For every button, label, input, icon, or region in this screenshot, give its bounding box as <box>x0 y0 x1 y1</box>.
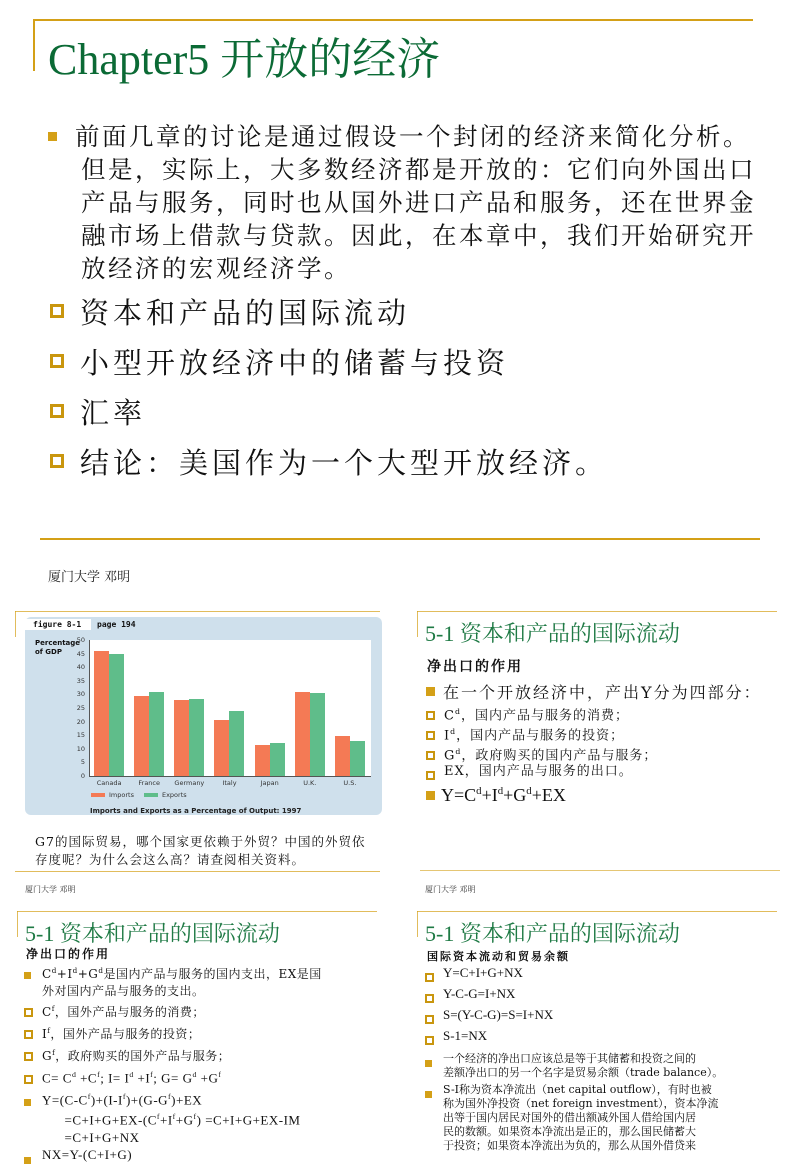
bar-exports <box>229 711 244 776</box>
hollow-bullet-icon <box>24 1075 33 1084</box>
y-tick-label: 35 <box>76 676 85 685</box>
bar-exports <box>270 743 285 776</box>
hollow-bullet-icon <box>426 771 435 780</box>
y-tick-label: 15 <box>76 731 85 740</box>
bullet-icon <box>48 132 57 141</box>
bullet-icon <box>24 1099 31 1106</box>
slide5-body: Y=C+I+G+NX Y-C-G=I+NX S=(Y-C-G)=S=I+NX S-1=NX 一个经济的净出口应该总是等于其储蓄和投资之间的 差额净出口的另一个名字是贸易余额（trade balance）。 S-I称为资本净流出（net capital outflow），有时也被 称为国外净投资（net foreign investment），资本净流 出等于国内居民对国外的借出额减外国人借给国内居 民的数额。如果资本净流出是正的，那么国民储蓄大 于投资；如果资本净流出为负的，那么从国外借贷来 <box>425 965 797 1153</box>
y-tick-label: 10 <box>76 744 85 753</box>
hollow-bullet-icon <box>24 1008 33 1017</box>
hollow-bullet-icon <box>50 404 64 418</box>
discussion-question: G7的国际贸易，哪个国家更依赖于外贸？中国的外贸依 存度呢？为什么会这么高？请查阅相关资料。 <box>35 834 366 867</box>
bar-imports <box>94 651 109 776</box>
hollow-bullet-icon <box>425 994 434 1003</box>
bar-imports <box>295 692 310 776</box>
topic-item: 小型开放经济中的储蓄与投资 <box>50 336 608 386</box>
slide3-title: 5-1 资本和产品的国际流动 <box>425 621 680 646</box>
bullet-icon <box>426 687 435 696</box>
topic-item: 资本和产品的国际流动 <box>50 286 608 336</box>
hollow-bullet-icon <box>50 304 64 318</box>
slide2-footer: 厦门大学 邓明 <box>25 885 76 894</box>
chart-legend: Imports Exports <box>91 791 187 799</box>
figure-label: figure 8-1 <box>25 619 91 630</box>
bar-exports <box>350 741 365 776</box>
y-axis-ticks <box>70 636 88 780</box>
legend-swatch-exports <box>144 793 158 797</box>
intro-paragraph: 前面几章的讨论是通过假设一个封闭的经济来简化分析。 但是，实际上，大多数经济都是开放的：它们向外国出口 产品与服务，同时也从国外进口产品和服务，还在世界金 融市场上借款与贷款。因此，在本章中，我们开始研究开 放经济的宏观经济学。 <box>48 120 788 285</box>
slide3-subtitle: 净出口的作用 <box>427 659 523 675</box>
hollow-bullet-icon <box>50 454 64 468</box>
title-left-rule <box>33 19 35 71</box>
bullet-icon <box>24 972 31 979</box>
slide3-body: 在一个开放经济中，产出Y分为四部分： $C^d$，国内产品与服务的消费； $I^d$，国内产品与服务的投资； $G^d$，政府购买的国内产品与服务； EX，国内产品与服务的出口。 $Y=C^d+I^d+G^d+EX$ <box>426 679 796 807</box>
slide4-top-rule <box>17 911 377 912</box>
slide3-footer-rule <box>420 870 780 871</box>
x-tick-label: France <box>138 779 161 787</box>
bar-exports <box>189 699 204 776</box>
footer-rule <box>40 538 760 540</box>
hollow-bullet-icon <box>425 1036 434 1045</box>
page-label: page 194 <box>97 620 136 629</box>
bar-imports <box>174 700 189 776</box>
slide5-title: 5-1 资本和产品的国际流动 <box>425 921 680 946</box>
slide5-top-rule <box>417 911 777 912</box>
hollow-bullet-icon <box>425 973 434 982</box>
bullet-icon <box>425 1060 432 1067</box>
hollow-bullet-icon <box>24 1030 33 1039</box>
slide4-body: $C^d+I^d+G^d$是国内产品与服务的国内支出，EX是国 外对国内产品与服务的支出。 $C^f$，国外产品与服务的消费； $I^f$，国外产品与服务的投资； $G^f$，政府购买的国外产品与服务； $C= C^d +C^f$; $I= I^d +I^f$; $G= G^d +G^f$ $Y=(C-C^f)+(I-I^f)+(G-G^f)+EX$ $=C+I+G+EX-(C^f+I^f+G^f) =C+I+G+EX-IM$ =C+I+G+NX NX=Y-(C+I+G) <box>24 962 396 1168</box>
hollow-bullet-icon <box>426 731 435 740</box>
x-axis-labels <box>89 779 370 789</box>
slide2-top-rule <box>15 611 380 612</box>
y-tick-label: 40 <box>76 663 85 672</box>
bar-imports <box>214 720 229 776</box>
slide5-subtitle: 国际资本流动和贸易余额 <box>427 950 570 963</box>
legend-swatch-imports <box>91 793 105 797</box>
x-tick-label: Japan <box>260 779 279 787</box>
hollow-bullet-icon <box>426 711 435 720</box>
y-axis-label: Percentage of GDP <box>35 639 81 656</box>
output-equation: $Y=C^d+I^d+G^d+EX$ <box>441 784 566 805</box>
y-tick-label: 45 <box>76 649 85 658</box>
slide5-left-rule <box>417 911 418 937</box>
slide4-left-rule <box>17 911 18 937</box>
slide2-footer-rule <box>15 871 380 872</box>
bullet-icon <box>426 791 435 800</box>
y-tick-label: 30 <box>76 690 85 699</box>
hollow-bullet-icon <box>24 1052 33 1061</box>
bar-exports <box>149 692 164 776</box>
y-tick-label: 25 <box>76 704 85 712</box>
bar-exports <box>310 693 325 776</box>
hollow-bullet-icon <box>50 354 64 368</box>
bar-imports <box>335 736 350 776</box>
x-tick-label: U.S. <box>343 779 357 787</box>
bar-imports <box>255 745 270 776</box>
slide4-title: 5-1 资本和产品的国际流动 <box>25 921 280 946</box>
slide3-footer: 厦门大学 邓明 <box>425 885 476 894</box>
title-top-rule <box>33 19 753 21</box>
hollow-bullet-icon <box>426 751 435 760</box>
x-tick-label: Canada <box>96 779 122 787</box>
topic-list <box>50 286 608 486</box>
bullet-icon <box>425 1091 432 1098</box>
bullet-icon <box>24 1157 31 1164</box>
x-tick-label: Italy <box>222 779 237 787</box>
y-tick-label: 0 <box>80 772 85 780</box>
slide4-subtitle: 净出口的作用 <box>26 947 111 961</box>
plot-area <box>89 640 371 777</box>
bar-exports <box>109 654 124 776</box>
hollow-bullet-icon <box>425 1015 434 1024</box>
slide2-left-rule <box>15 611 16 637</box>
y-tick-label: 20 <box>76 717 85 726</box>
topic-item: 汇率 <box>50 386 608 436</box>
y-tick-label: 50 <box>76 636 85 644</box>
footer-author: 厦门大学 邓明 <box>48 570 131 585</box>
topic-item: 结论：美国作为一个大型开放经济。 <box>50 436 608 486</box>
chart-caption: Imports and Exports as a Percentage of Output: 1997 <box>90 807 302 815</box>
slide3-left-rule <box>417 611 418 637</box>
y-tick-label: 5 <box>80 758 85 767</box>
x-tick-label: Germany <box>174 779 205 787</box>
page-title: Chapter5 开放的经济 <box>48 35 441 84</box>
bar-imports <box>134 696 149 776</box>
slide3-top-rule <box>417 611 777 612</box>
x-tick-label: U.K. <box>303 779 317 787</box>
